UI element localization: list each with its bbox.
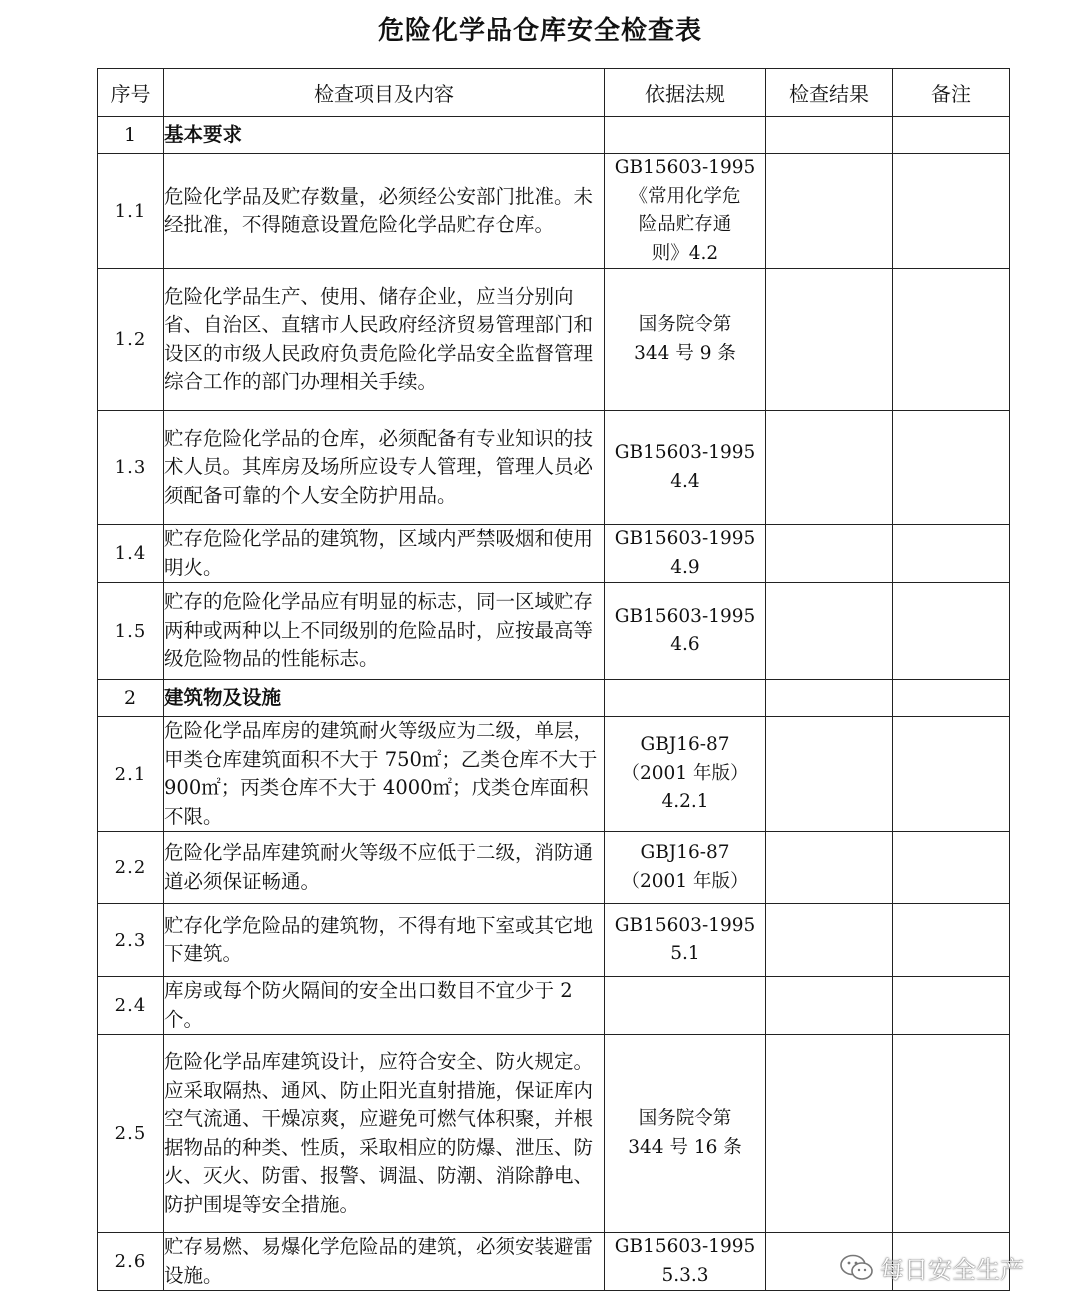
table-row [98,411,1010,525]
basis-line: GBJ16-87 [640,842,730,863]
row-no: 1.4 [98,525,164,583]
row-basis [605,583,766,680]
watermark-text: 每日安全生产 [880,1256,1024,1284]
header-result: 检查结果 [766,69,893,117]
row-item: 危险化学品库建筑设计，应符合安全、防火规定。应采取隔热、通风、防止阳光直射措施，保证库内空气流通、干燥凉爽，应避免可燃气体积聚，并根据物品的种类、性质，采取相应的防爆、泄压、防火、灭火、防雷、报警、调温、防潮、消除静电、防护围堤等安全措施。 [164,1035,605,1233]
row-remark [893,832,1010,904]
row-basis [605,117,766,154]
basis-line: GBJ16-87 [640,734,730,756]
row-remark [893,154,1010,269]
row-result [766,904,893,977]
row-item: 危险化学品及贮存数量，必须经公安部门批准。未经批准，不得随意设置危险化学品贮存仓库。 [164,154,605,269]
row-no: 2.2 [98,832,164,904]
row-item: 贮存易燃、易爆化学危险品的建筑，必须安装避雷设施。 [164,1233,605,1291]
header-item: 检查项目及内容 [164,69,605,117]
table-row [98,583,1010,680]
table-row [98,977,1010,1035]
table-row [98,117,1010,154]
row-result [766,154,893,269]
row-no: 2.1 [98,717,164,832]
table-row [98,717,1010,832]
table-row [98,832,1010,904]
row-no: 2.6 [98,1233,164,1291]
table-row [98,525,1010,583]
inspection-table [97,68,1010,1291]
row-remark [893,977,1010,1035]
row-remark [893,904,1010,977]
table-row [98,680,1010,717]
table-row [98,154,1010,269]
basis-line: 《常用化学危 [629,185,741,207]
row-basis [605,1233,766,1291]
row-no: 2.3 [98,904,164,977]
row-no: 2 [98,680,164,717]
basis-line: GB15603-1995 [614,914,756,936]
table-row [98,1035,1010,1233]
row-result [766,269,893,411]
row-basis [605,977,766,1035]
table-header-row [98,69,1010,117]
header-basis: 依据法规 [605,69,766,117]
basis-line: 4.2.1 [661,791,709,813]
row-basis [605,717,766,832]
row-basis [605,269,766,411]
row-basis [605,832,766,904]
row-item: 危险化学品库建筑耐火等级不应低于二级，消防通道必须保证畅通。 [164,832,605,904]
row-no: 1.3 [98,411,164,525]
row-result [766,525,893,583]
wechat-icon [840,1254,874,1282]
row-remark [893,525,1010,583]
row-item: 贮存危险化学品的仓库，必须配备有专业知识的技术人员。其库房及场所应设专人管理，管理人员必须配备可靠的个人安全防护用品。 [164,411,605,525]
row-basis [605,1035,766,1233]
basis-line: GB15603-1995 [614,605,756,627]
row-item: 建筑物及设施 [164,680,605,717]
watermark [840,1250,1024,1285]
table-row [98,269,1010,411]
header-no: 序号 [98,69,164,117]
row-no: 2.4 [98,977,164,1035]
basis-line: 4.6 [670,634,700,655]
row-result [766,583,893,680]
row-result [766,1035,893,1233]
basis-line: 344 号 9 条 [634,342,736,364]
row-item: 基本要求 [164,117,605,154]
row-basis [605,411,766,525]
basis-line: 国务院令第 [638,314,732,335]
row-no: 1.1 [98,154,164,269]
header-remark: 备注 [893,69,1010,117]
row-basis [605,904,766,977]
row-remark [893,117,1010,154]
row-item: 贮存的危险化学品应有明显的标志，同一区域贮存两种或两种以上不同级别的危险品时，应按最高等级危险物品的性能标志。 [164,583,605,680]
row-result [766,411,893,525]
basis-line: GB15603-1995 [614,157,756,178]
row-result [766,832,893,904]
basis-line: 则》4.2 [651,242,719,264]
row-basis [605,525,766,583]
row-no: 1.5 [98,583,164,680]
row-result [766,977,893,1035]
row-result [766,717,893,832]
row-remark [893,583,1010,680]
table-row [98,904,1010,977]
row-item: 贮存危险化学品的建筑物，区域内严禁吸烟和使用明火。 [164,525,605,583]
row-result [766,680,893,717]
row-remark [893,717,1010,832]
basis-line: GB15603-1995 [614,442,756,463]
basis-line: （2001 年版） [621,762,749,784]
basis-line: 5.3.3 [661,1264,709,1286]
row-remark [893,269,1010,411]
basis-line: GB15603-1995 [614,528,756,549]
basis-line: 险品贮存通 [638,214,732,235]
row-item: 危险化学品库房的建筑耐火等级应为二级，单层，甲类仓库建筑面积不大于 750㎡；乙类仓库不大于 900㎡；丙类仓库不大于 4000㎡；戊类仓库面积不限。 [164,717,605,832]
basis-line: 4.4 [670,470,700,492]
row-remark [893,680,1010,717]
row-result [766,117,893,154]
basis-line: 国务院令第 [638,1108,732,1129]
row-remark [893,1035,1010,1233]
row-item: 危险化学品生产、使用、储存企业，应当分别向省、自治区、直辖市人民政府经济贸易管理部门和设区的市级人民政府负责危险化学品安全监督管理综合工作的部门办理相关手续。 [164,269,605,411]
row-item: 贮存化学危险品的建筑物，不得有地下室或其它地下建筑。 [164,904,605,977]
basis-line: GB15603-1995 [614,1236,756,1257]
basis-line: 5.1 [670,943,700,964]
basis-line: 344 号 16 条 [628,1136,742,1158]
basis-line: （2001 年版） [621,870,749,892]
row-no: 2.5 [98,1035,164,1233]
row-no: 1.2 [98,269,164,411]
row-no: 1 [98,117,164,154]
row-basis [605,154,766,269]
basis-line: 4.9 [670,556,700,578]
row-item: 库房或每个防火隔间的安全出口数目不宜少于 2 个。 [164,977,605,1035]
page-title: 危险化学品仓库安全检查表 [377,16,702,46]
row-remark [893,411,1010,525]
row-basis [605,680,766,717]
